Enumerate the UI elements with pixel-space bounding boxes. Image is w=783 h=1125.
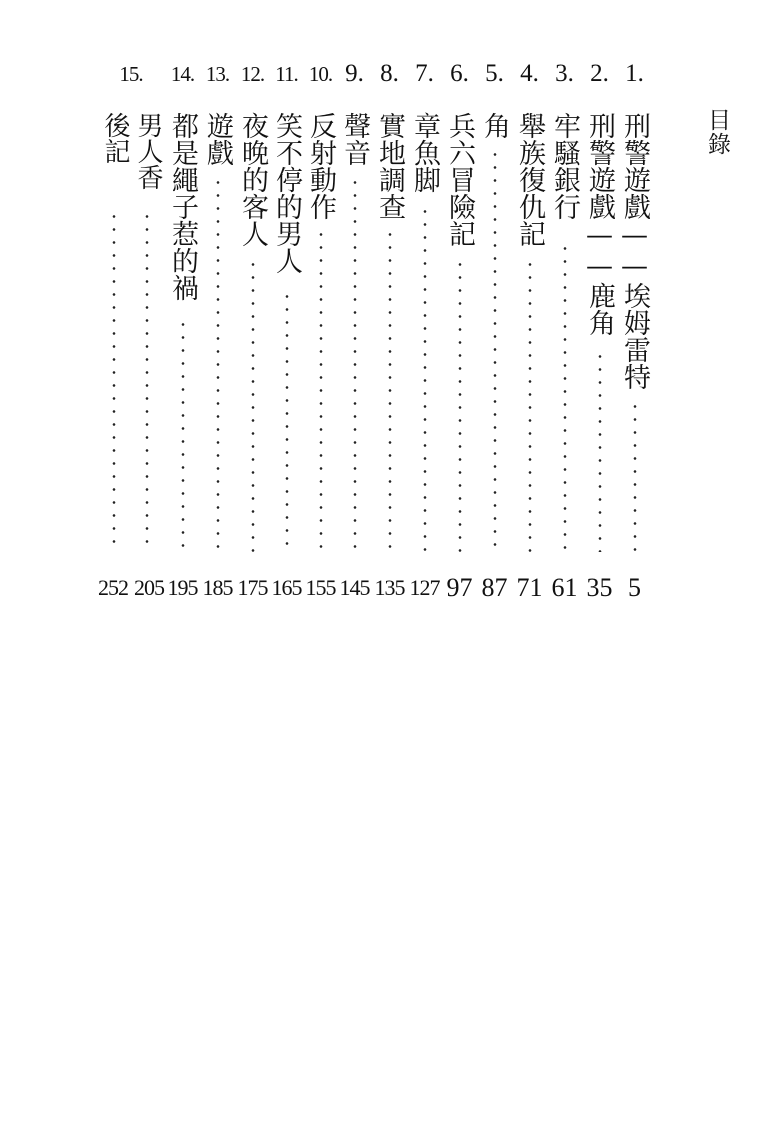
leader-dots <box>251 258 254 552</box>
leader-dots <box>285 290 288 552</box>
entry-page-number: 35 <box>586 573 613 602</box>
entry-page-number: 195 <box>167 575 198 600</box>
leader-dots <box>353 176 356 552</box>
entry-title-line: 牢騷銀行 <box>549 112 580 220</box>
toc-entry-7 <box>407 0 442 1125</box>
toc-entry-11 <box>269 0 304 1125</box>
entry-number: 11. <box>275 62 298 86</box>
leader-dots <box>113 210 116 552</box>
entry-page-number: 71 <box>516 573 543 602</box>
entry-number: 7. <box>415 60 434 87</box>
entry-number: 15. <box>119 62 143 86</box>
leader-dots <box>216 176 219 552</box>
entry-title-line: 都是繩子惹的禍 <box>167 112 198 301</box>
leader-dots <box>319 228 322 552</box>
entry-number: 1. <box>625 60 644 87</box>
toc-entry-8 <box>372 0 407 1125</box>
entry-title-line: 刑警遊戲——鹿角 <box>584 112 615 336</box>
leader-dots <box>181 318 184 552</box>
entry-page-number: 145 <box>339 575 370 600</box>
entry-page-number-afterword: 252 <box>98 575 128 600</box>
entry-page-number: 87 <box>481 573 508 602</box>
leader-dots <box>423 205 426 552</box>
entry-title-line: 夜晚的客人 <box>237 112 268 247</box>
entry-number: 13. <box>205 62 230 86</box>
toc-entry-6 <box>442 0 477 1125</box>
entry-title-line: 遊戲 <box>202 112 233 166</box>
leader-dots <box>388 228 391 552</box>
toc-title: 目錄 <box>704 108 730 156</box>
entry-page-number: 135 <box>374 575 405 600</box>
leader-dots <box>563 242 566 552</box>
entry-number: 4. <box>520 60 539 87</box>
entry-number: 12. <box>240 62 265 86</box>
toc-entry-15 <box>100 0 162 1125</box>
entry-title-line: 角 <box>479 112 510 139</box>
toc-entry-2 <box>582 0 617 1125</box>
toc-entry-9 <box>337 0 372 1125</box>
toc-entry-14 <box>165 0 200 1125</box>
entry-title-line: 後記 <box>100 112 130 164</box>
entry-number: 8. <box>380 60 399 87</box>
leader-dots <box>146 210 149 552</box>
toc-entry-3 <box>547 0 582 1125</box>
toc-entry-5 <box>477 0 512 1125</box>
entry-number: 5. <box>485 60 504 87</box>
leader-dots <box>598 350 601 552</box>
entry-title-line: 章魚脚 <box>409 112 440 193</box>
entry-page-number: 97 <box>446 573 473 602</box>
entry-title-line: 反射動作 <box>305 112 336 220</box>
entry-title-line: 舉族復仇記 <box>514 112 545 247</box>
entry-title-line: 笑不停的男人 <box>271 112 302 274</box>
leader-dots <box>458 258 461 552</box>
entry-page-number: 155 <box>305 575 336 600</box>
entry-page-number: 205 <box>134 575 164 600</box>
entry-title <box>100 112 162 550</box>
entry-page-number: 165 <box>271 575 302 600</box>
entry-number: 9. <box>345 60 364 87</box>
toc-entry-4 <box>512 0 547 1125</box>
entry-page-number: 185 <box>202 575 233 600</box>
entry-number: 3. <box>555 60 574 87</box>
entry-page-number: 127 <box>409 575 440 600</box>
toc-entry-12 <box>235 0 270 1125</box>
entry-title-line: 刑警遊戲——埃姆雷特 <box>619 112 650 390</box>
entry-title-line: 聲音 <box>339 112 370 166</box>
entry-title-line: 兵六冒險記 <box>444 112 475 247</box>
entry-number: 2. <box>590 60 609 87</box>
entry-number: 10. <box>308 62 333 86</box>
toc-entry-1 <box>617 0 652 1125</box>
leader-dots <box>633 400 636 552</box>
leader-dots <box>528 258 531 552</box>
entry-page-number: 61 <box>551 573 578 602</box>
leader-dots <box>493 148 496 552</box>
entry-page-number: 5 <box>628 573 641 602</box>
entry-title-line: 實地調查 <box>374 112 405 220</box>
entry-number: 6. <box>450 60 469 87</box>
entry-number: 14. <box>170 62 195 86</box>
toc-entry-10 <box>303 0 338 1125</box>
entry-page-number: 175 <box>237 575 268 600</box>
entry-title-line: 男人香 <box>133 112 163 190</box>
toc-entry-13 <box>200 0 235 1125</box>
